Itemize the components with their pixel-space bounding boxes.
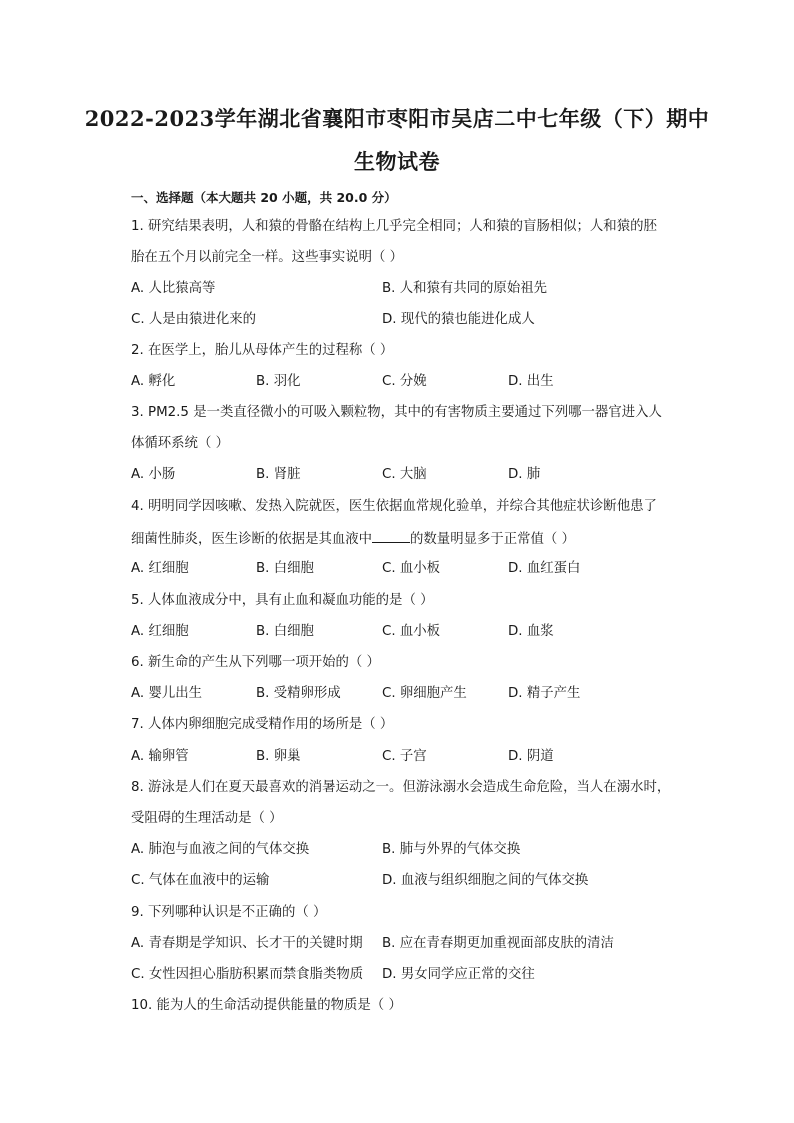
- question-8-text-line-1: 8. 游泳是人们在夏天最喜欢的消暑运动之一。但游泳溺水会造成生命危险，当人在溺水时，: [131, 780, 671, 795]
- question-1-option-a: A. 人比猿高等: [131, 281, 216, 296]
- question-9-text: 9. 下列哪种认识是不正确的（ ）: [131, 905, 327, 920]
- question-2-option-b: B. 羽化: [256, 374, 301, 389]
- question-7-option-c: C. 子宫: [382, 749, 427, 764]
- question-9-option-a: A. 青春期是学知识、长才干的关键时期: [131, 936, 363, 951]
- question-3-option-a: A. 小肠: [131, 467, 176, 482]
- question-5-option-c: C. 血小板: [382, 624, 441, 639]
- question-7-option-a: A. 输卵管: [131, 749, 189, 764]
- question-8-option-b: B. 肺与外界的气体交换: [382, 842, 521, 857]
- question-4-text-line-1: 4. 明明同学因咳嗽、发热入院就医，医生依据血常规化验单，并综合其他症状诊断他患了: [131, 499, 657, 514]
- question-2-option-d: D. 出生: [508, 374, 554, 389]
- question-1-option-d: D. 现代的猿也能进化成人: [382, 312, 535, 327]
- question-7-text: 7. 人体内卵细胞完成受精作用的场所是（ ）: [131, 717, 394, 732]
- question-3-text-line-1: 3. PM2.5 是一类直径微小的可吸入颗粒物，其中的有害物质主要通过下列哪一器官进入人: [131, 405, 662, 420]
- question-2-text: 2. 在医学上，胎儿从母体产生的过程称（ ）: [131, 343, 394, 358]
- question-4-option-a: A. 红细胞: [131, 561, 189, 576]
- page-subtitle: 生物试卷: [354, 149, 440, 174]
- question-2-option-c: C. 分娩: [382, 374, 427, 389]
- question-4-text-after-blank: 的数量明显多于正常值（ ）: [410, 532, 575, 547]
- question-6-option-b: B. 受精卵形成: [256, 686, 341, 701]
- question-10-text: 10. 能为人的生命活动提供能量的物质是（ ）: [131, 998, 402, 1013]
- answer-blank: [372, 529, 410, 543]
- question-6-option-d: D. 精子产生: [508, 686, 581, 701]
- page-title: 2022-2023学年湖北省襄阳市枣阳市吴店二中七年级（下）期中: [84, 106, 710, 131]
- question-6-option-c: C. 卵细胞产生: [382, 686, 467, 701]
- question-5-text: 5. 人体血液成分中，具有止血和凝血功能的是（ ）: [131, 593, 434, 608]
- question-4-text-line-2: [131, 529, 575, 549]
- question-7-option-d: D. 阴道: [508, 749, 554, 764]
- question-5-option-a: A. 红细胞: [131, 624, 189, 639]
- question-5-option-d: D. 血浆: [508, 624, 554, 639]
- question-7-option-b: B. 卵巢: [256, 749, 301, 764]
- question-8-option-a: A. 肺泡与血液之间的气体交换: [131, 842, 310, 857]
- question-4-option-b: B. 白细胞: [256, 561, 314, 576]
- question-6-option-a: A. 婴儿出生: [131, 686, 202, 701]
- question-9-option-c: C. 女性因担心脂肪积累而禁食脂类物质: [131, 967, 364, 982]
- question-5-option-b: B. 白细胞: [256, 624, 314, 639]
- question-8-option-c: C. 气体在血液中的运输: [131, 873, 270, 888]
- question-3-text-line-2: 体循环系统（ ）: [131, 436, 229, 451]
- question-1-option-b: B. 人和猿有共同的原始祖先: [382, 281, 547, 296]
- question-8-option-d: D. 血液与组织细胞之间的气体交换: [382, 873, 589, 888]
- question-1-text-line-2: 胎在五个月以前完全一样。这些事实说明（ ）: [131, 250, 404, 265]
- question-9-option-d: D. 男女同学应正常的交往: [382, 967, 535, 982]
- question-1-text-line-1: 1. 研究结果表明，人和猿的骨骼在结构上几乎完全相同；人和猿的盲肠相似；人和猿的胚: [131, 219, 657, 234]
- question-3-option-d: D. 肺: [508, 467, 541, 482]
- question-4-option-d: D. 血红蛋白: [508, 561, 581, 576]
- question-4-text-before-blank: 细菌性肺炎，医生诊断的依据是其血液中: [131, 532, 373, 547]
- question-3-option-b: B. 肾脏: [256, 467, 301, 482]
- question-9-option-b: B. 应在青春期更加重视面部皮肤的清洁: [382, 936, 614, 951]
- section-heading: 一、选择题（本大题共 20 小题，共 20.0 分）: [131, 190, 397, 205]
- question-2-option-a: A. 孵化: [131, 374, 176, 389]
- question-6-text: 6. 新生命的产生从下列哪一项开始的（ ）: [131, 655, 380, 670]
- question-3-option-c: C. 大脑: [382, 467, 427, 482]
- question-1-option-c: C. 人是由猿进化来的: [131, 312, 256, 327]
- question-8-text-line-2: 受阻碍的生理活动是（ ）: [131, 811, 283, 826]
- question-4-option-c: C. 血小板: [382, 561, 441, 576]
